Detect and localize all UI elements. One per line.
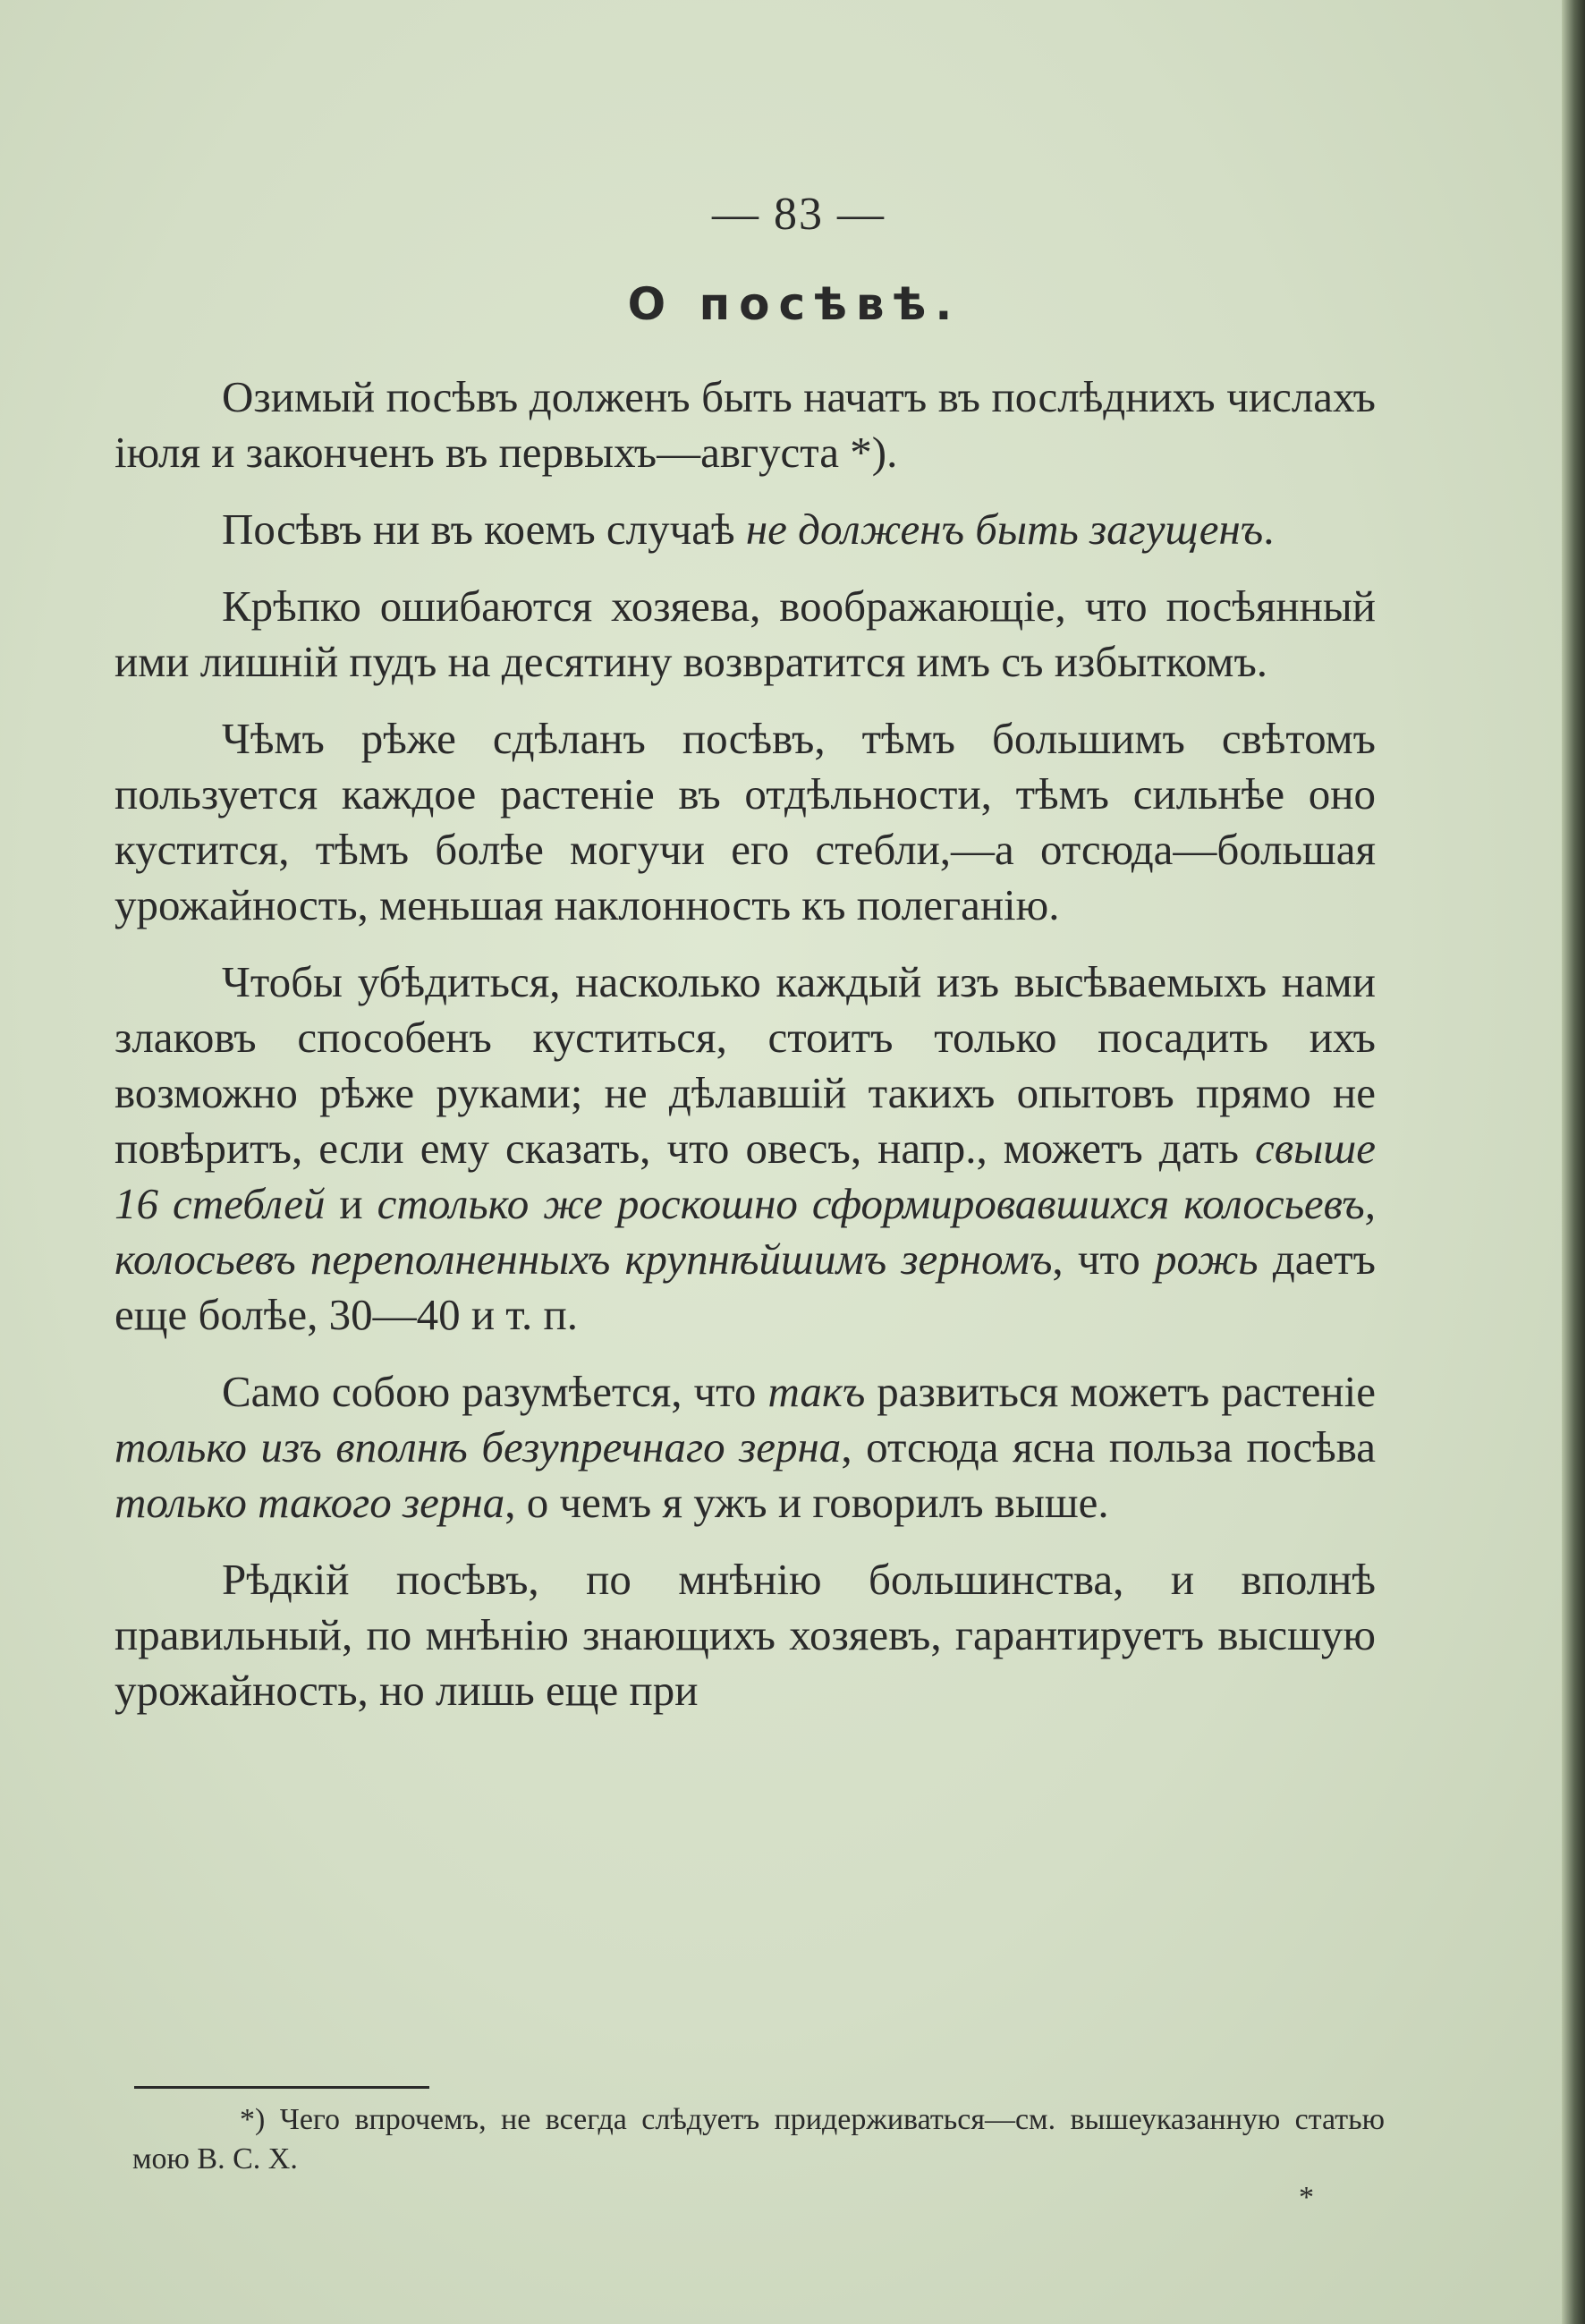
signature-mark: * bbox=[1299, 2181, 1314, 2214]
paragraph-5-text-d: даетъ еще болѣе, 30—40 и т. п. bbox=[114, 1234, 1376, 1339]
paragraph-2-italic: не долженъ быть загущенъ bbox=[745, 505, 1264, 554]
paragraph-6-italic-c: только такого зерна bbox=[114, 1478, 505, 1527]
paragraph-3: Крѣпко ошибаются хозяева, воображающіе, что посѣянный ими лишній пудъ на десятину возвратится имъ съ избыткомъ. bbox=[114, 581, 1376, 686]
text-column bbox=[114, 188, 1376, 1740]
paragraph-5-text-a: Чтобы убѣдиться, насколько каждый изъ высѣваемыхъ нами злаковъ способенъ куститься, стоитъ только посадить ихъ возможно рѣже руками; не дѣлавшій такихъ опытовъ прямо не повѣритъ, если ему сказать, что овесъ, напр., можетъ дать bbox=[114, 957, 1376, 1173]
paragraph-6-italic-b: только изъ вполнѣ безупречнаго зерна bbox=[114, 1422, 842, 1472]
paragraph-6-text-d: , о чемъ я ужъ и говорилъ выше. bbox=[504, 1478, 1109, 1527]
paragraph-5-italic-a: свыше 16 стеблей bbox=[114, 1124, 1376, 1228]
footnote: *) Чего впрочемъ, не всегда слѣдуетъ придерживаться—см. вышеуказанную статью мою В. С. Х. bbox=[132, 2103, 1385, 2176]
paragraph-5-italic-b: столько же роскошно сформировавшихся колосьевъ, колосьевъ переполненныхъ крупнѣйшимъ зерномъ bbox=[114, 1179, 1376, 1284]
paragraph-6-text-b: развиться можетъ растеніе bbox=[865, 1367, 1376, 1416]
paragraph-5-text-b: и bbox=[325, 1179, 377, 1228]
paragraph-6 bbox=[114, 1364, 1376, 1531]
paragraph-2 bbox=[114, 502, 1376, 557]
section-heading: О посѣвѣ. bbox=[627, 278, 962, 330]
footnote-divider bbox=[134, 2086, 429, 2089]
paragraph-2-text-b: . bbox=[1263, 505, 1275, 554]
paragraph-2-text-a: Посѣвъ ни въ коемъ случаѣ bbox=[222, 505, 746, 554]
paragraph-1: Озимый посѣвъ долженъ быть начатъ въ послѣднихъ числахъ іюля и законченъ въ первыхъ—августа *). bbox=[114, 372, 1376, 477]
paragraph-5-italic-c: рожь bbox=[1154, 1234, 1259, 1284]
book-spine-shadow bbox=[1562, 0, 1585, 2324]
paragraph-5 bbox=[114, 954, 1376, 1343]
paragraph-6-italic-a: такъ bbox=[767, 1367, 866, 1416]
page-number: — 83 — bbox=[712, 189, 886, 240]
paragraph-6-text-a: Само собою разумѣется, что bbox=[222, 1367, 768, 1416]
paragraph-7: Рѣдкій посѣвъ, по мнѣнію большинства, и вполнѣ правильный, по мнѣнію знающихъ хозяевъ, гарантируетъ высшую урожайность, но лишь еще при bbox=[114, 1555, 1376, 1715]
paragraph-5-text-c: , что bbox=[1052, 1234, 1155, 1284]
paragraph-6-text-c: , отсюда ясна польза посѣва bbox=[841, 1422, 1376, 1472]
paragraph-4: Чѣмъ рѣже сдѣланъ посѣвъ, тѣмъ большимъ свѣтомъ пользуется каждое растеніе въ отдѣльности, тѣмъ сильнѣе оно кустится, тѣмъ болѣе могучи его стебли,—а отсюда—большая урожайность, меньшая наклонность къ полеганію. bbox=[114, 714, 1376, 929]
